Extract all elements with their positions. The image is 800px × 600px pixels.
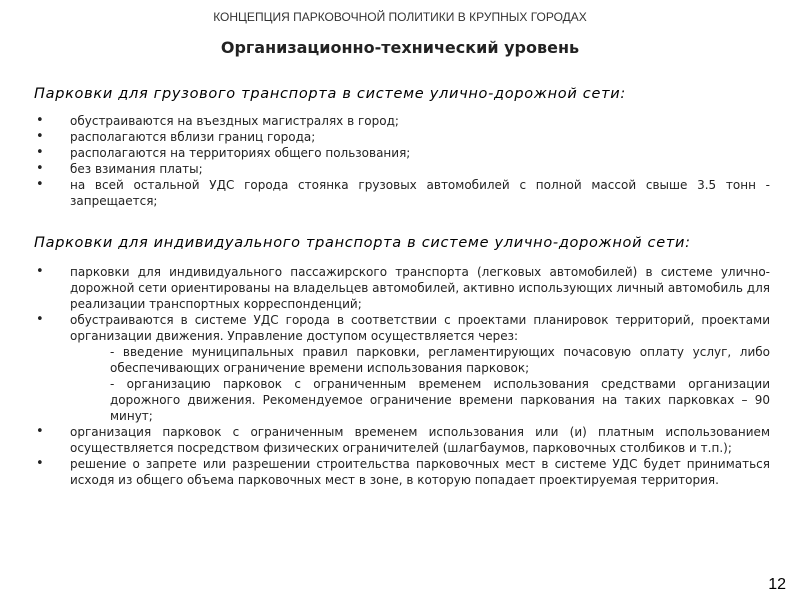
page-number: 12 — [768, 576, 786, 593]
individual-parking-list — [36, 264, 770, 488]
presentation-title: КОНЦЕПЦИЯ ПАРКОВОЧНОЙ ПОЛИТИКИ В КРУПНЫХ ГОРОДАХ — [213, 10, 587, 24]
section-heading-freight: Парковки для грузового транспорта в системе улично-дорожной сети: — [34, 86, 626, 102]
list-item: • располагаются на территориях общего пользования; — [36, 145, 770, 161]
list-item: • парковки для индивидуального пассажирского транспорта (легковых автомобилей) в системе улично-дорожной сети ориентированы на владельцев автомобилей, активно использующих личный автомобиль для реализации транспортных корреспонденций; — [36, 264, 770, 312]
list-item: • без взимания платы; — [36, 161, 770, 177]
list-item: • на всей остальной УДС города стоянка грузовых автомобилей с полной массой свыше 3.5 тонн - запрещается; — [36, 177, 770, 209]
sub-item: - организацию парковок с ограниченным временем использования средствами организации дорожного движения. Рекомендуемое ограничение времени паркования на таких парковках – 90 минут; — [110, 377, 770, 423]
sub-item: - введение муниципальных правил парковки, регламентирующих почасовую оплату услуг, либо обеспечивающих ограничение времени использования парковок; — [110, 345, 770, 375]
list-item: • организация парковок с ограниченным временем использования или (и) платным использованием осуществляется посредством физических ограничителей (шлагбаумов, парковочных столбиков и т.п.); — [36, 424, 770, 456]
list-item: • обустраиваются на въездных магистралях в город; — [36, 113, 770, 129]
list-item: • располагаются вблизи границ города; — [36, 129, 770, 145]
freight-parking-list — [36, 113, 770, 209]
slide-title: Организационно-технический уровень — [220, 38, 580, 57]
list-item — [36, 312, 770, 424]
list-item: • решение о запрете или разрешении строительства парковочных мест в системе УДС будет приниматься исходя из общего объема парковочных мест в зоне, в которую попадает проектируемая территория. — [36, 456, 770, 488]
list-item-text: • обустраиваются в системе УДС города в соответствии с проектами планировок территорий, проектами организации движения. Управление доступом осуществляется через: — [70, 313, 770, 343]
section-heading-individual: Парковки для индивидуального транспорта в системе улично-дорожной сети: — [34, 235, 691, 251]
